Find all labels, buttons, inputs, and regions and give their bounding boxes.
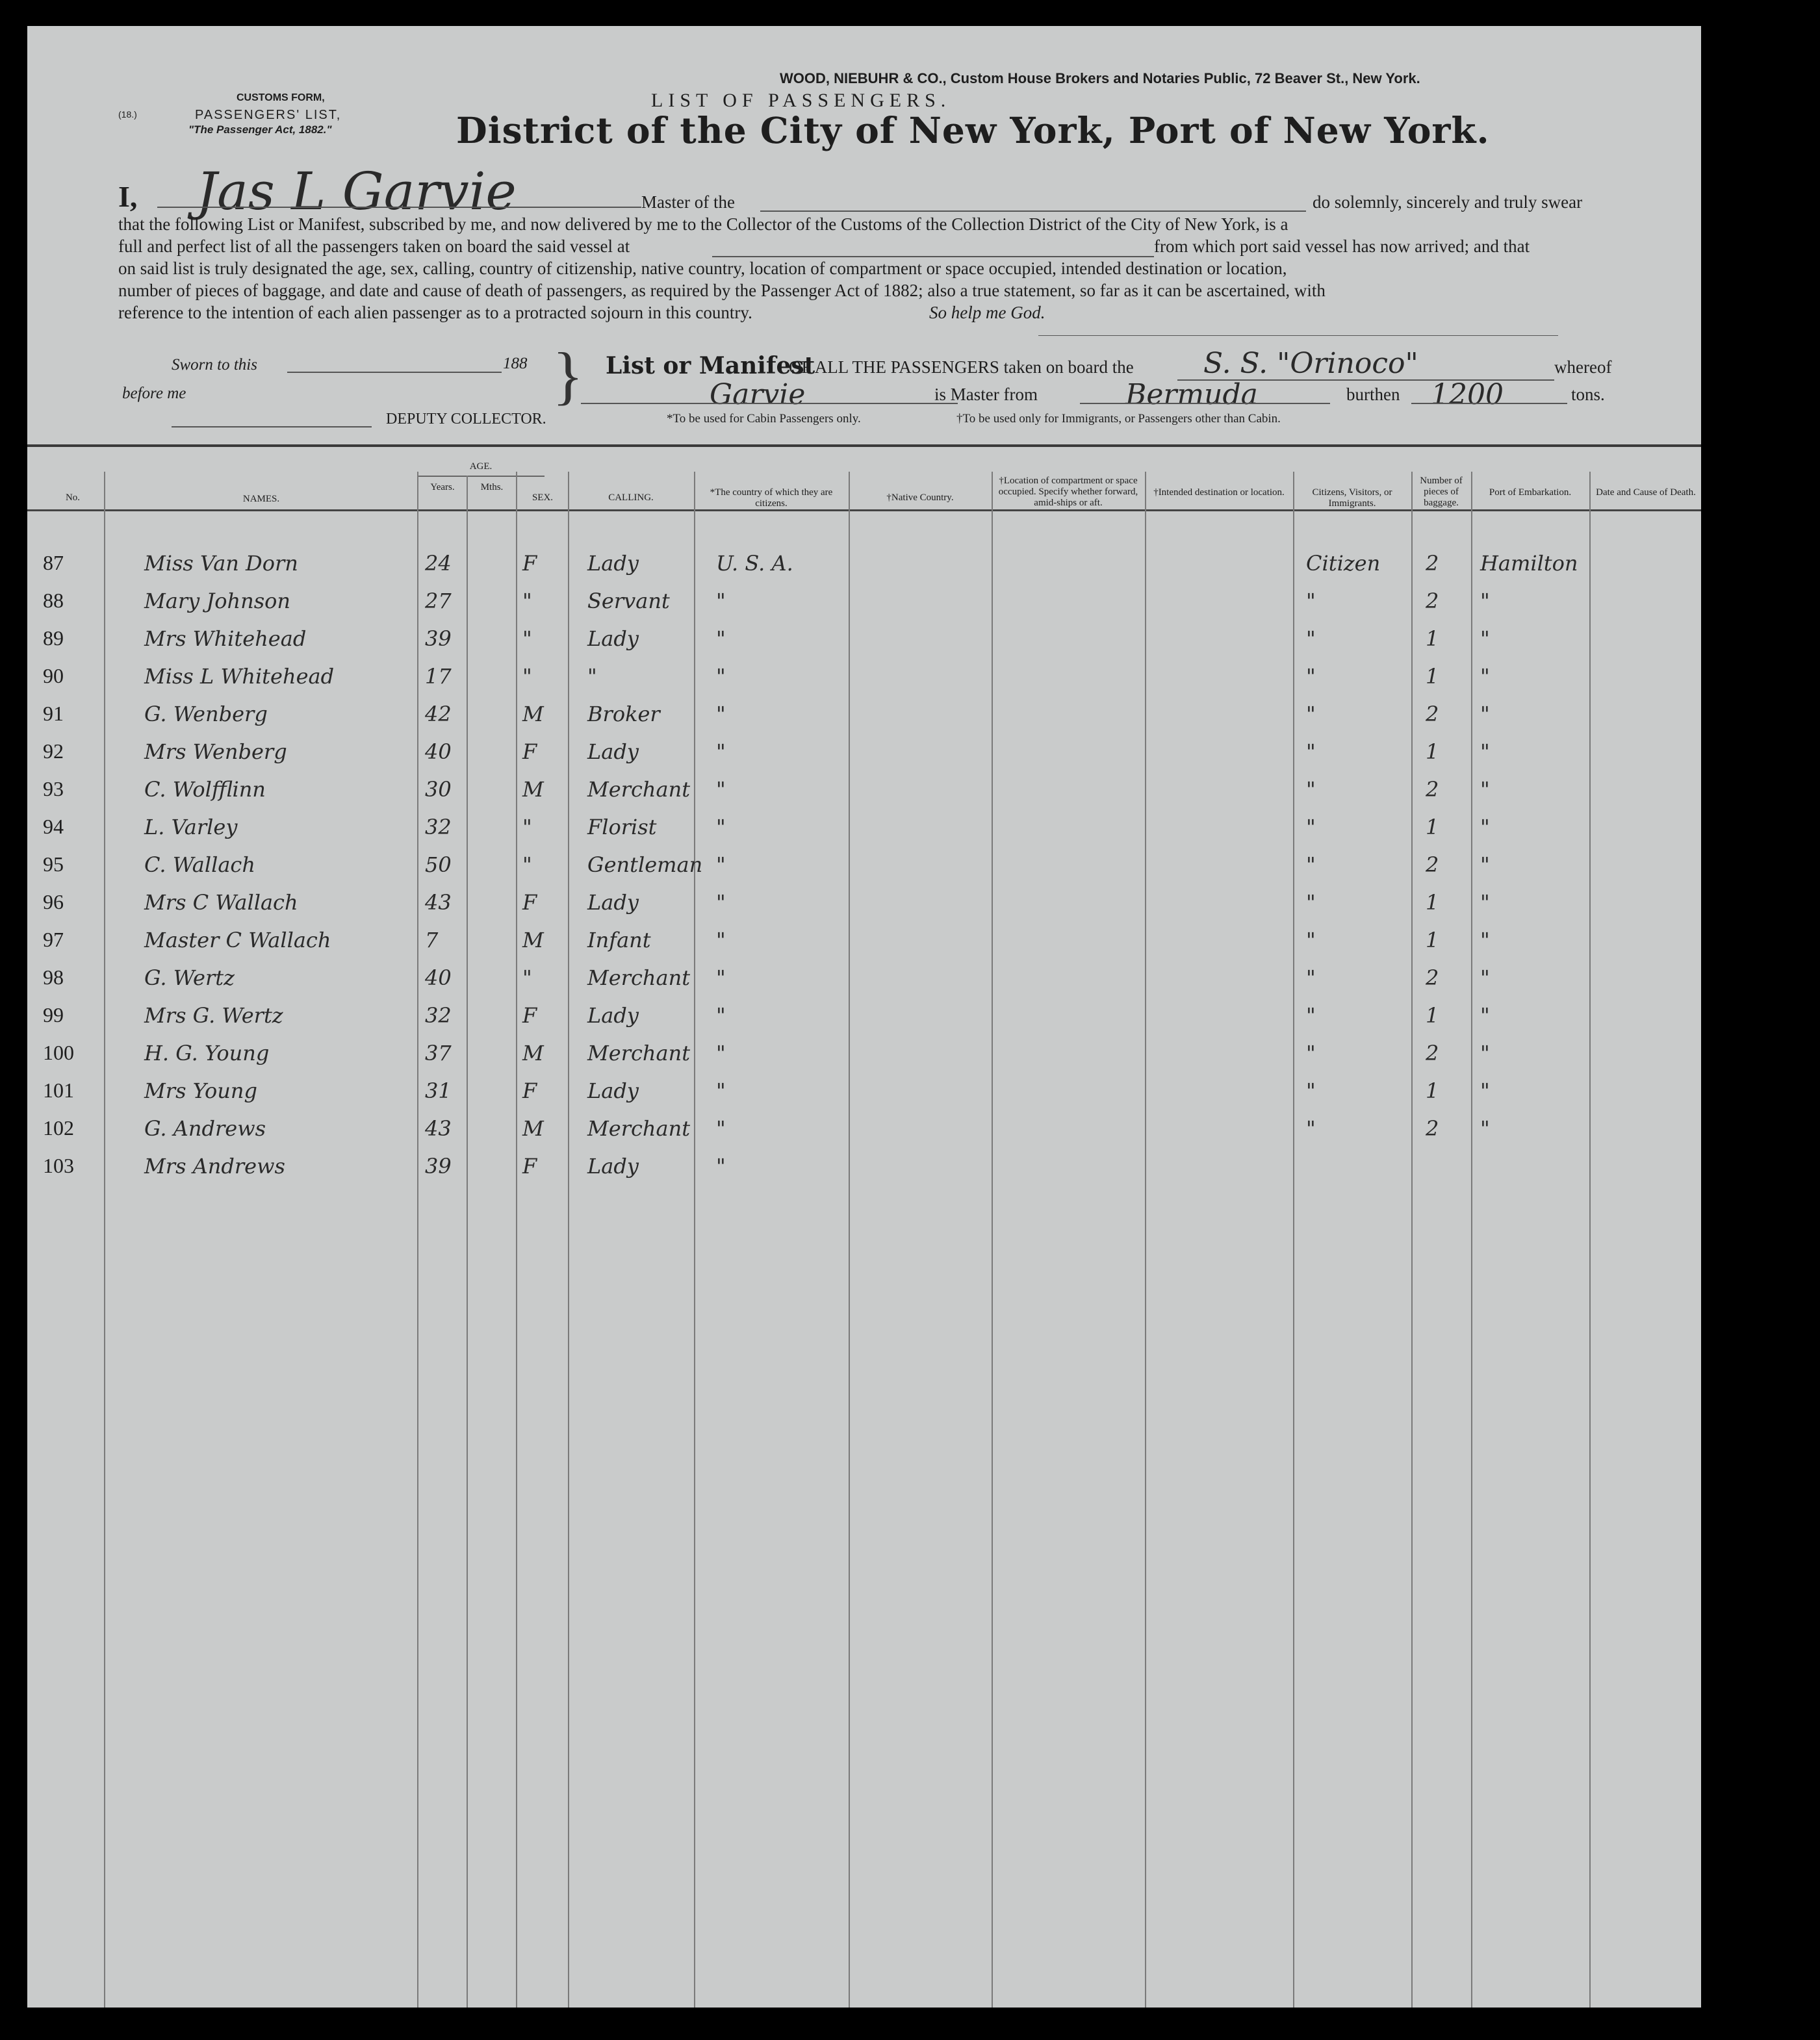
table-row bbox=[27, 702, 1701, 739]
note-immigrants: †To be used only for Immigrants, or Passengers other than Cabin. bbox=[956, 412, 1281, 426]
calling: Lady bbox=[587, 1078, 639, 1103]
table-row bbox=[27, 777, 1701, 815]
row-number: 102 bbox=[43, 1116, 74, 1140]
calling: Infant bbox=[587, 928, 651, 952]
port-of-embarkation: " bbox=[1480, 739, 1490, 764]
whereof-label: whereof bbox=[1554, 357, 1612, 377]
manifest-sheet bbox=[27, 26, 1701, 2008]
baggage-count: 2 bbox=[1426, 551, 1439, 576]
passenger-name: C. Wolfflinn bbox=[144, 777, 266, 802]
baggage-count: 1 bbox=[1426, 1078, 1439, 1103]
sex: M bbox=[522, 1116, 544, 1141]
baggage-count: 1 bbox=[1426, 1003, 1439, 1028]
passenger-name: C. Wallach bbox=[144, 852, 255, 877]
passenger-name: Miss L Whitehead bbox=[144, 664, 335, 689]
col-calling: CALLING. bbox=[608, 492, 654, 503]
passenger-name: G. Andrews bbox=[144, 1116, 266, 1141]
table-row bbox=[27, 1078, 1701, 1116]
sex: " bbox=[522, 852, 532, 877]
row-number: 95 bbox=[43, 852, 64, 876]
brace: } bbox=[552, 339, 583, 411]
citizen-status: " bbox=[1306, 928, 1316, 952]
baggage-count: 2 bbox=[1426, 589, 1439, 613]
passenger-table-body bbox=[27, 551, 1701, 1201]
age-years: 50 bbox=[425, 852, 452, 877]
port-of-embarkation: " bbox=[1480, 965, 1490, 990]
citizen-country: " bbox=[716, 815, 726, 839]
port-of-embarkation: " bbox=[1480, 928, 1490, 952]
so-help-me-god: So help me God. bbox=[929, 303, 1045, 322]
age-years: 40 bbox=[425, 739, 452, 764]
sex: F bbox=[522, 551, 537, 576]
port-of-embarkation: " bbox=[1480, 664, 1490, 689]
col-mths: Mths. bbox=[480, 482, 504, 492]
table-row bbox=[27, 664, 1701, 702]
table-row bbox=[27, 739, 1701, 777]
col-native-country: †Native Country. bbox=[886, 492, 954, 503]
broker-line: WOOD, NIEBUHR & CO., Custom House Brokers and Notaries Public, 72 Beaver St., New York. bbox=[780, 70, 1420, 86]
baggage-count: 1 bbox=[1426, 626, 1439, 651]
port-of-embarkation: " bbox=[1480, 1116, 1490, 1141]
age-years: 32 bbox=[425, 1003, 452, 1028]
is-master-from-label: is Master from bbox=[934, 385, 1038, 404]
table-row bbox=[27, 589, 1701, 626]
table-top-rule bbox=[27, 444, 1701, 447]
sex: " bbox=[522, 664, 532, 689]
citizen-status: " bbox=[1306, 739, 1316, 764]
sex: " bbox=[522, 589, 532, 613]
passenger-name: G. Wenberg bbox=[144, 702, 268, 726]
table-row bbox=[27, 551, 1701, 589]
citizen-country: " bbox=[716, 626, 726, 651]
port-of-embarkation: " bbox=[1480, 815, 1490, 839]
port-of-embarkation: " bbox=[1480, 626, 1490, 651]
baggage-count: 2 bbox=[1426, 777, 1439, 802]
col-port: Port of Embarkation. bbox=[1489, 487, 1572, 498]
port-of-embarkation: " bbox=[1480, 777, 1490, 802]
citizen-country: " bbox=[716, 1116, 726, 1141]
col-location: †Location of compartment or space occupied. Specify whether forward, amid-ships or aft. bbox=[998, 476, 1138, 508]
citizen-status: " bbox=[1306, 1078, 1316, 1103]
citizen-status: " bbox=[1306, 1003, 1316, 1028]
calling: Lady bbox=[587, 739, 639, 764]
oath-line4: on said list is truly designated the age, sex, calling, country of citizenship, native country, location of compartment or space occupied, intended destination or location, bbox=[118, 259, 1287, 278]
row-number: 91 bbox=[43, 702, 64, 725]
form-number: (18.) bbox=[118, 109, 137, 120]
col-age: AGE. bbox=[469, 461, 493, 472]
port-of-embarkation: " bbox=[1480, 1041, 1490, 1065]
table-row bbox=[27, 965, 1701, 1003]
calling: Lady bbox=[587, 551, 639, 576]
passenger-name: Master C Wallach bbox=[144, 928, 331, 952]
citizen-country: " bbox=[716, 589, 726, 613]
calling: Merchant bbox=[587, 1041, 691, 1065]
row-number: 94 bbox=[43, 815, 64, 838]
row-number: 92 bbox=[43, 739, 64, 763]
calling: Lady bbox=[587, 626, 639, 651]
citizen-status: " bbox=[1306, 626, 1316, 651]
row-number: 101 bbox=[43, 1078, 74, 1102]
customs-form-label: CUSTOMS FORM, bbox=[237, 92, 325, 103]
row-number: 98 bbox=[43, 965, 64, 989]
port-of-embarkation: " bbox=[1480, 1003, 1490, 1028]
col-citizen-country: *The country of which they are citizens. bbox=[710, 487, 833, 509]
col-years: Years. bbox=[430, 482, 455, 492]
age-years: 37 bbox=[425, 1041, 452, 1065]
calling: Gentleman bbox=[587, 852, 703, 877]
age-years: 43 bbox=[425, 890, 452, 915]
passenger-name: Mrs Andrews bbox=[144, 1154, 285, 1179]
calling: " bbox=[587, 664, 597, 689]
table-row bbox=[27, 928, 1701, 965]
port-of-embarkation: " bbox=[1480, 890, 1490, 915]
citizen-status: " bbox=[1306, 777, 1316, 802]
col-no: No. bbox=[65, 492, 81, 503]
sex: M bbox=[522, 1041, 544, 1065]
sworn-to-this: Sworn to this bbox=[172, 356, 257, 374]
sex: F bbox=[522, 890, 537, 915]
age-years: 39 bbox=[425, 1154, 452, 1179]
calling: Lady bbox=[587, 1154, 639, 1179]
oath-line1-end: do solemnly, sincerely and truly swear bbox=[1313, 192, 1583, 212]
sex: " bbox=[522, 626, 532, 651]
port-of-embarkation: Hamilton bbox=[1480, 551, 1578, 576]
calling: Servant bbox=[587, 589, 670, 613]
table-row bbox=[27, 626, 1701, 664]
citizen-country: " bbox=[716, 1041, 726, 1065]
sex: M bbox=[522, 702, 544, 726]
sex: " bbox=[522, 965, 532, 990]
citizen-country: " bbox=[716, 664, 726, 689]
calling: Lady bbox=[587, 890, 639, 915]
oath-line6: reference to the intention of each alien passenger as to a protracted sojourn in this country. bbox=[118, 303, 752, 322]
col-sex: SEX. bbox=[532, 492, 554, 503]
row-number: 89 bbox=[43, 626, 64, 650]
port-of-embarkation: " bbox=[1480, 852, 1490, 877]
citizen-status: " bbox=[1306, 965, 1316, 990]
table-row bbox=[27, 815, 1701, 852]
sex: " bbox=[522, 815, 532, 839]
passenger-name: Mrs Young bbox=[144, 1078, 257, 1103]
before-me: before me bbox=[122, 385, 186, 402]
age-years: 43 bbox=[425, 1116, 452, 1141]
baggage-count: 1 bbox=[1426, 928, 1439, 952]
from-port: Bermuda bbox=[1125, 378, 1258, 411]
baggage-count: 2 bbox=[1426, 852, 1439, 877]
col-citizens-visitors: Citizens, Visitors, or Immigrants. bbox=[1312, 487, 1392, 509]
citizen-country: " bbox=[716, 1078, 726, 1103]
row-number: 93 bbox=[43, 777, 64, 800]
age-years: 24 bbox=[425, 551, 452, 576]
citizen-status: " bbox=[1306, 815, 1316, 839]
manifest-title: List or Manifest bbox=[606, 352, 815, 379]
age-years: 27 bbox=[425, 589, 452, 613]
note-cabin: *To be used for Cabin Passengers only. bbox=[667, 412, 861, 426]
deputy-collector: DEPUTY COLLECTOR. bbox=[386, 411, 546, 427]
sworn-year: 188 bbox=[503, 355, 528, 372]
master-of-the-label: Master of the bbox=[641, 192, 735, 212]
oath-line3-end: from which port said vessel has now arrived; and that bbox=[1154, 236, 1530, 256]
citizen-status: " bbox=[1306, 890, 1316, 915]
port-of-embarkation: " bbox=[1480, 589, 1490, 613]
citizen-country: " bbox=[716, 965, 726, 990]
citizen-status: " bbox=[1306, 702, 1316, 726]
col-names: NAMES. bbox=[242, 494, 280, 504]
passenger-act-label: "The Passenger Act, 1882." bbox=[188, 123, 332, 136]
sex: F bbox=[522, 1003, 537, 1028]
passengers-list-label: PASSENGERS' LIST, bbox=[195, 108, 342, 122]
passenger-name: Mrs G. Wertz bbox=[144, 1003, 283, 1028]
citizen-status: " bbox=[1306, 589, 1316, 613]
oath-line5: number of pieces of baggage, and date and cause of death of passengers, as required by the Passenger Act of 1882; also a true statement, so far as it can be ascertained, with bbox=[118, 281, 1326, 300]
col-destination: †Intended destination or location. bbox=[1153, 487, 1285, 498]
citizen-status: " bbox=[1306, 852, 1316, 877]
oath-i: I, bbox=[118, 180, 138, 213]
age-years: 42 bbox=[425, 702, 452, 726]
baggage-count: 1 bbox=[1426, 664, 1439, 689]
row-number: 100 bbox=[43, 1041, 74, 1064]
master-name: Garvie bbox=[710, 378, 806, 411]
baggage-count: 2 bbox=[1426, 1041, 1439, 1065]
citizen-country: " bbox=[716, 1154, 726, 1179]
citizen-country: " bbox=[716, 928, 726, 952]
calling: Merchant bbox=[587, 777, 691, 802]
passenger-name: Mary Johnson bbox=[144, 589, 290, 613]
burthen-label: burthen bbox=[1346, 385, 1400, 404]
row-number: 97 bbox=[43, 928, 64, 951]
citizen-status: " bbox=[1306, 1116, 1316, 1141]
master-signature: Jas L Garvie bbox=[196, 161, 517, 222]
port-of-embarkation: " bbox=[1480, 702, 1490, 726]
table-row bbox=[27, 1041, 1701, 1078]
calling: Merchant bbox=[587, 965, 691, 990]
age-years: 32 bbox=[425, 815, 452, 839]
table-row bbox=[27, 890, 1701, 928]
table-row bbox=[27, 852, 1701, 890]
citizen-country: " bbox=[716, 702, 726, 726]
baggage-count: 2 bbox=[1426, 702, 1439, 726]
vessel-name: S. S. "Orinoco" bbox=[1203, 347, 1418, 380]
table-row bbox=[27, 1154, 1701, 1192]
list-of-passengers-title: LIST OF PASSENGERS. bbox=[651, 90, 951, 111]
col-death: Date and Cause of Death. bbox=[1596, 487, 1696, 498]
col-baggage: Number of pieces of baggage. bbox=[1420, 476, 1463, 508]
age-years: 39 bbox=[425, 626, 452, 651]
row-number: 99 bbox=[43, 1003, 64, 1026]
passenger-name: G. Wertz bbox=[144, 965, 235, 990]
row-number: 88 bbox=[43, 589, 64, 612]
table-row bbox=[27, 1116, 1701, 1154]
row-number: 90 bbox=[43, 664, 64, 687]
passenger-name: Mrs Wenberg bbox=[144, 739, 287, 764]
sex: M bbox=[522, 777, 544, 802]
passenger-name: H. G. Young bbox=[144, 1041, 270, 1065]
passenger-name: Mrs C Wallach bbox=[144, 890, 298, 915]
baggage-count: 2 bbox=[1426, 1116, 1439, 1141]
citizen-country: " bbox=[716, 890, 726, 915]
sex: F bbox=[522, 1078, 537, 1103]
citizen-country: U. S. A. bbox=[716, 551, 793, 576]
port-of-embarkation: " bbox=[1480, 1078, 1490, 1103]
sex: M bbox=[522, 928, 544, 952]
age-years: 17 bbox=[425, 664, 452, 689]
citizen-status: " bbox=[1306, 1041, 1316, 1065]
passenger-name: Miss Van Dorn bbox=[144, 551, 298, 576]
calling: Lady bbox=[587, 1003, 639, 1028]
row-number: 87 bbox=[43, 551, 64, 574]
age-years: 7 bbox=[425, 928, 439, 952]
tons-label: tons. bbox=[1571, 385, 1605, 404]
citizen-country: " bbox=[716, 739, 726, 764]
table-header-rule bbox=[27, 509, 1701, 511]
sex: F bbox=[522, 1154, 537, 1179]
age-years: 31 bbox=[425, 1078, 452, 1103]
table-row bbox=[27, 1003, 1701, 1041]
age-years: 30 bbox=[425, 777, 452, 802]
calling: Florist bbox=[587, 815, 657, 839]
calling: Broker bbox=[587, 702, 660, 726]
baggage-count: 1 bbox=[1426, 739, 1439, 764]
oath-line2: that the following List or Manifest, subscribed by me, and now delivered by me to the Collector of the Customs of the Collection District of the City of New York, is a bbox=[118, 214, 1288, 234]
citizen-country: " bbox=[716, 777, 726, 802]
passenger-name: Mrs Whitehead bbox=[144, 626, 307, 651]
baggage-count: 1 bbox=[1426, 815, 1439, 839]
row-number: 103 bbox=[43, 1154, 74, 1177]
tons-value: 1200 bbox=[1431, 378, 1504, 411]
citizen-status: Citizen bbox=[1306, 551, 1381, 576]
calling: Merchant bbox=[587, 1116, 691, 1141]
citizen-country: " bbox=[716, 1003, 726, 1028]
baggage-count: 1 bbox=[1426, 890, 1439, 915]
age-years: 40 bbox=[425, 965, 452, 990]
citizen-country: " bbox=[716, 852, 726, 877]
passenger-name: L. Varley bbox=[144, 815, 238, 839]
manifest-of-all: OF ALL THE PASSENGERS taken on board the bbox=[789, 357, 1134, 377]
district-title: District of the City of New York, Port of New York. bbox=[456, 109, 1490, 151]
baggage-count: 2 bbox=[1426, 965, 1439, 990]
sex: F bbox=[522, 739, 537, 764]
citizen-status: " bbox=[1306, 664, 1316, 689]
oath-line3-start: full and perfect list of all the passengers taken on board the said vessel at bbox=[118, 236, 630, 256]
row-number: 96 bbox=[43, 890, 64, 913]
